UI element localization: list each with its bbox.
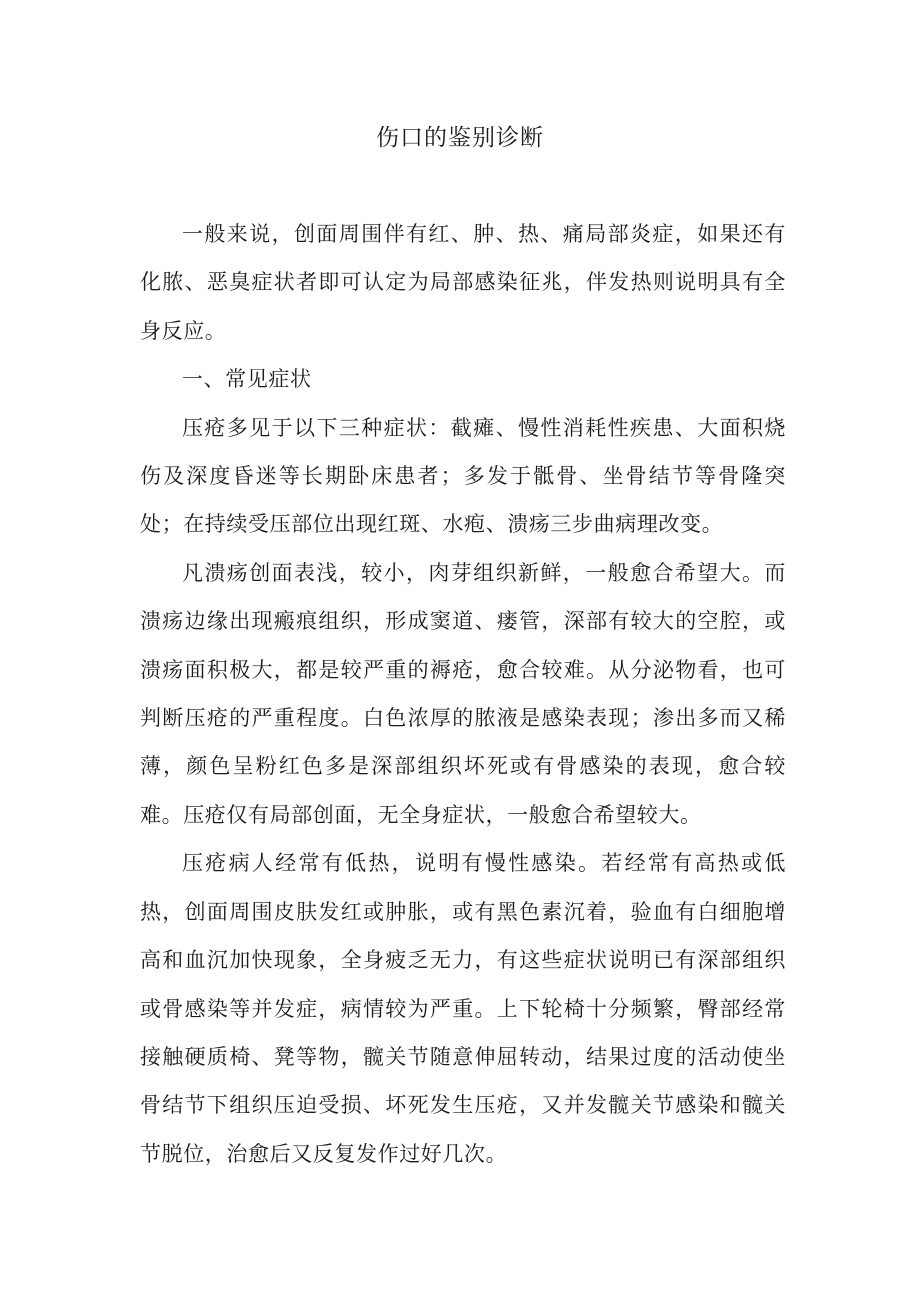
- paragraph-ulcer-severity: 凡溃疡创面表浅，较小，肉芽组织新鲜，一般愈合希望大。而溃疡边缘出现瘢痕组织，形成窦道、瘘管，深部有较大的空腔，或溃疡面积极大，都是较严重的褥疮，愈合较难。从分泌物看，也可判断压疮的严重程度。白色浓厚的脓液是感染表现；渗出多而又稀薄，颜色呈粉红色多是深部组织坏死或有骨感染的表现，愈合较难。压疮仅有局部创面，无全身症状，一般愈合希望较大。: [140, 560, 786, 827]
- paragraph-intro: 一般来说，创面周围伴有红、肿、热、痛局部炎症，如果还有化脓、恶臭症状者即可认定为局部感染征兆，伴发热则说明具有全身反应。: [140, 222, 786, 343]
- paragraph-symptoms: 压疮多见于以下三种症状：截瘫、慢性消耗性疾患、大面积烧伤及深度昏迷等长期卧床患者；多发于骶骨、坐骨结节等骨隆突处；在持续受压部位出现红斑、水疱、溃疡三步曲病理改变。: [140, 415, 786, 537]
- section-heading-common-symptoms: 一、常见症状: [182, 367, 312, 392]
- document-title: 伤口的鉴别诊断: [376, 125, 544, 151]
- document-body: [140, 210, 786, 1178]
- paragraph-fever-complications: 压疮病人经常有低热，说明有慢性感染。若经常有高热或低热，创面周围皮肤发红或肿胀，或有黑色素沉着，验血有白细胞增高和血沉加快现象，全身疲乏无力，有这些症状说明已有深部组织或骨感染等并发症，病情较为严重。上下轮椅十分频繁，臀部经常接触硬质椅、凳等物，髋关节随意伸屈转动，结果过度的活动使坐骨结节下组织压迫受损、坏死发生压疮，又并发髋关节感染和髋关节脱位，治愈后又反复发作过好几次。: [140, 851, 786, 1166]
